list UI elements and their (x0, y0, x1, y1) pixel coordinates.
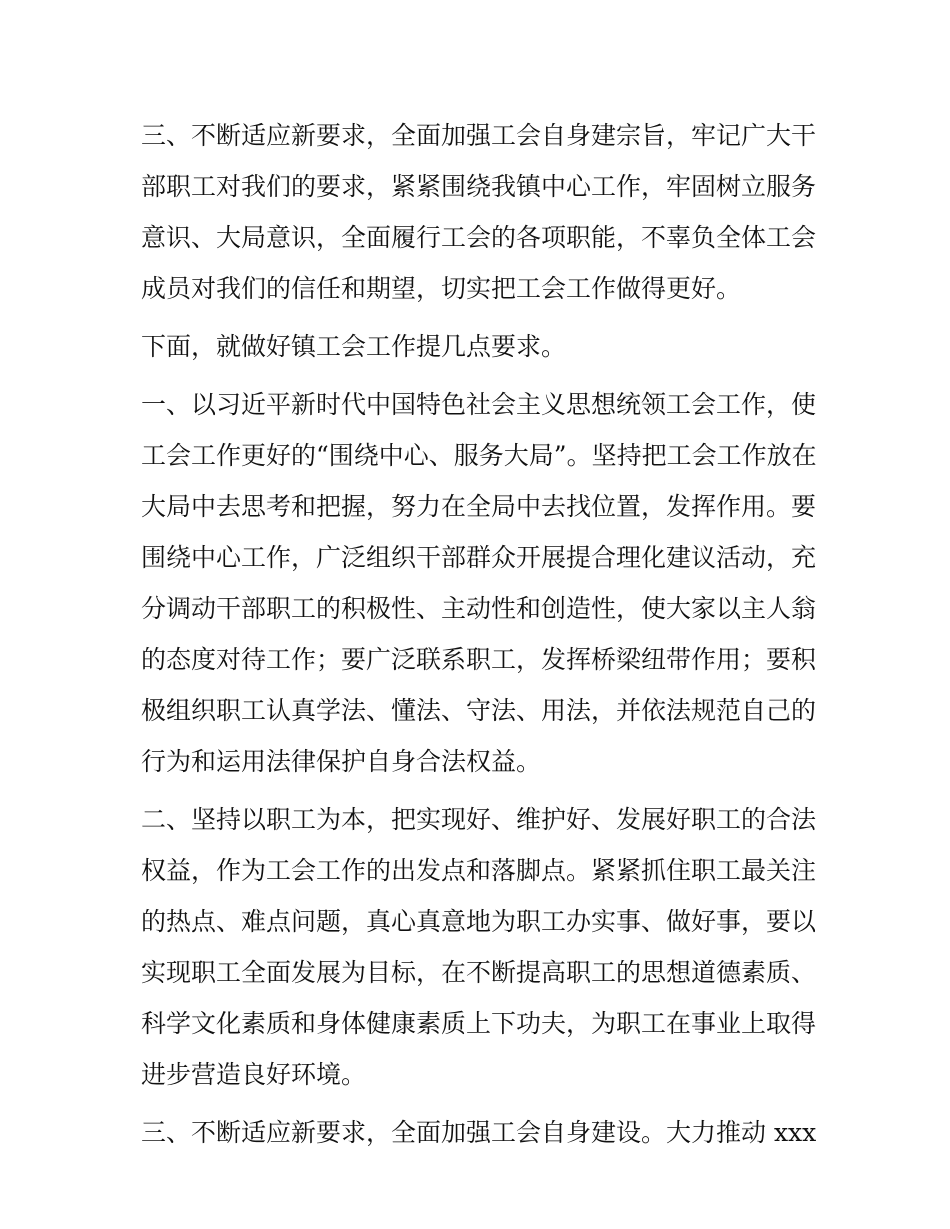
paragraph (141, 379, 821, 787)
text-line: 的热点、难点问题，真心真意地为职工办实事、做好事，要以 (141, 907, 817, 936)
text-line: 下面，就做好镇工会工作提几点要求。 (141, 332, 567, 361)
text-line: 的态度对待工作；要广泛联系职工，发挥桥梁纽带作用；要积 (141, 645, 817, 674)
text-line: 大局中去思考和把握，努力在全局中去找位置，发挥作用。要 (141, 492, 817, 521)
text-line: 成员对我们的信任和期望，切实把工会工作做得更好。 (141, 274, 742, 303)
text-line: 部职工对我们的要求，紧紧围绕我镇中心工作，牢固树立服务 (141, 172, 817, 201)
text-line: 三、不断适应新要求，全面加强工会自身建设。大力推动 xxx (141, 1118, 817, 1147)
paragraph (141, 321, 821, 372)
text-line: 三、不断适应新要求，全面加强工会自身建宗旨，牢记广大干 (141, 121, 817, 150)
text-line: 意识、大局意识，全面履行工会的各项职能，不辜负全体工会 (141, 223, 817, 252)
text-line: 行为和运用法律保护自身合法权益。 (141, 747, 542, 776)
paragraph (141, 1107, 821, 1158)
document-body (141, 110, 821, 1165)
text-line: 一、以习近平新时代中国特色社会主义思想统领工会工作，使 (141, 390, 817, 419)
text-line: 科学文化素质和身体健康素质上下功夫，为职工在事业上取得 (141, 1009, 817, 1038)
text-line: 围绕中心工作，广泛组织干部群众开展提合理化建议活动，充 (141, 543, 817, 572)
paragraph (141, 110, 821, 314)
paragraph (141, 794, 821, 1100)
text-line: 实现职工全面发展为目标，在不断提高职工的思想道德素质、 (141, 958, 817, 987)
text-line: 极组织职工认真学法、懂法、守法、用法，并依法规范自己的 (141, 696, 817, 725)
text-line: 进步营造良好环境。 (141, 1060, 367, 1089)
text-line: 分调动干部职工的积极性、主动性和创造性，使大家以主人翁 (141, 594, 817, 623)
text-line: 二、坚持以职工为本，把实现好、维护好、发展好职工的合法 (141, 805, 817, 834)
text-line: 权益，作为工会工作的出发点和落脚点。紧紧抓住职工最关注 (141, 856, 817, 885)
text-line: 工会工作更好的“围绕中心、服务大局”。坚持把工会工作放在 (141, 441, 817, 470)
